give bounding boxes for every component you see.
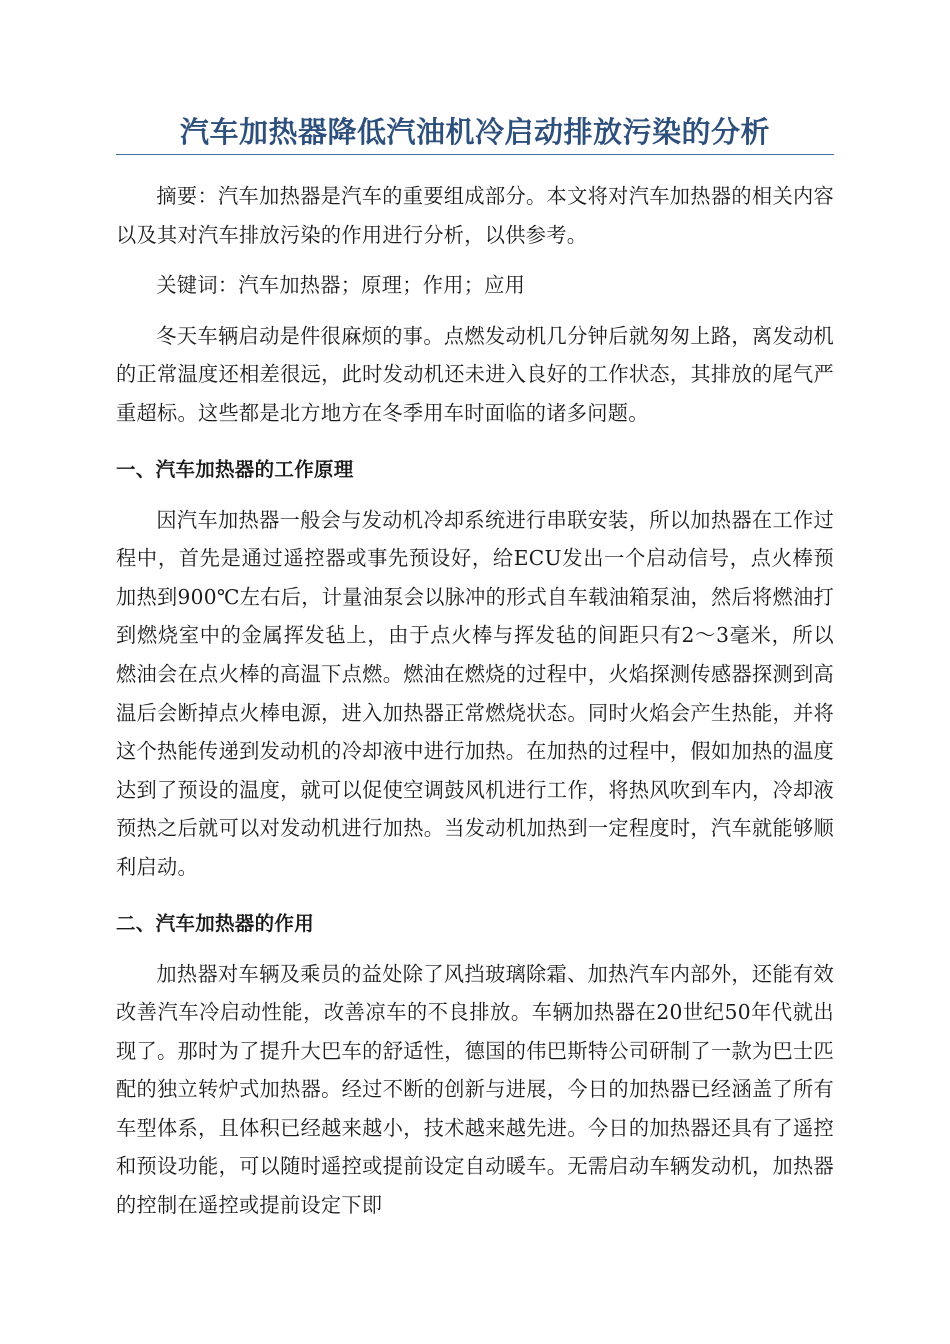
abstract-paragraph: 摘要：汽车加热器是汽车的重要组成部分。本文将对汽车加热器的相关内容以及其对汽车排放污染的作用进行分析，以供参考。 <box>116 184 834 247</box>
section-2-body: 加热器对车辆及乘员的益处除了风挡玻璃除霜、加热汽车内部外，还能有效改善汽车冷启动性能，改善凉车的不良排放。车辆加热器在20世纪50年代就出现了。那时为了提升大巴车的舒适性，德国的伟巴斯特公司研制了一款为巴士匹配的独立转炉式加热器。经过不断的创新与进展，今日的加热器已经涵盖了所有车型体系，且体积已经越来越小，技术越来越先进。今日的加热器还具有了遥控和预设功能，可以随时遥控或提前设定自动暖车。无需启动车辆发动机，加热器的控制在遥控或提前设定下即 <box>116 961 834 1218</box>
title-underline <box>116 154 834 155</box>
section-1-heading: 一、汽车加热器的工作原理 <box>116 457 354 481</box>
intro-paragraph: 冬天车辆启动是件很麻烦的事。点燃发动机几分钟后就匆匆上路，离发动机的正常温度还相差很远，此时发动机还未进入良好的工作状态，其排放的尾气严重超标。这些都是北方地方在冬季用车时面临的诸多问题。 <box>116 323 834 425</box>
document-title: 汽车加热器降低汽油机冷启动排放污染的分析 <box>179 115 770 149</box>
section-1-body: 因汽车加热器一般会与发动机冷却系统进行串联安装，所以加热器在工作过程中，首先是通过遥控器或事先预设好，给ECU发出一个启动信号，点火棒预加热到900℃左右后，计量油泵会以脉冲的形式自车载油箱泵油，然后将燃油打到燃烧室中的金属挥发毡上，由于点火棒与挥发毡的间距只有2～3毫米，所以燃油会在点火棒的高温下点燃。燃油在燃烧的过程中，火焰探测传感器探测到高温后会断掉点火棒电源，进入加热器正常燃烧状态。同时火焰会产生热能，并将这个热能传递到发动机的冷却液中进行加热。在加热的过程中，假如加热的温度达到了预设的温度，就可以促使空调鼓风机进行工作，将热风吹到车内，冷却液预热之后就可以对发动机进行加热。当发动机加热到一定程度时，汽车就能够顺利启动。 <box>116 507 834 879</box>
keywords-paragraph: 关键词：汽车加热器；原理；作用；应用 <box>156 273 526 298</box>
section-2-heading: 二、汽车加热器的作用 <box>116 911 315 935</box>
document-page <box>116 0 834 1225</box>
